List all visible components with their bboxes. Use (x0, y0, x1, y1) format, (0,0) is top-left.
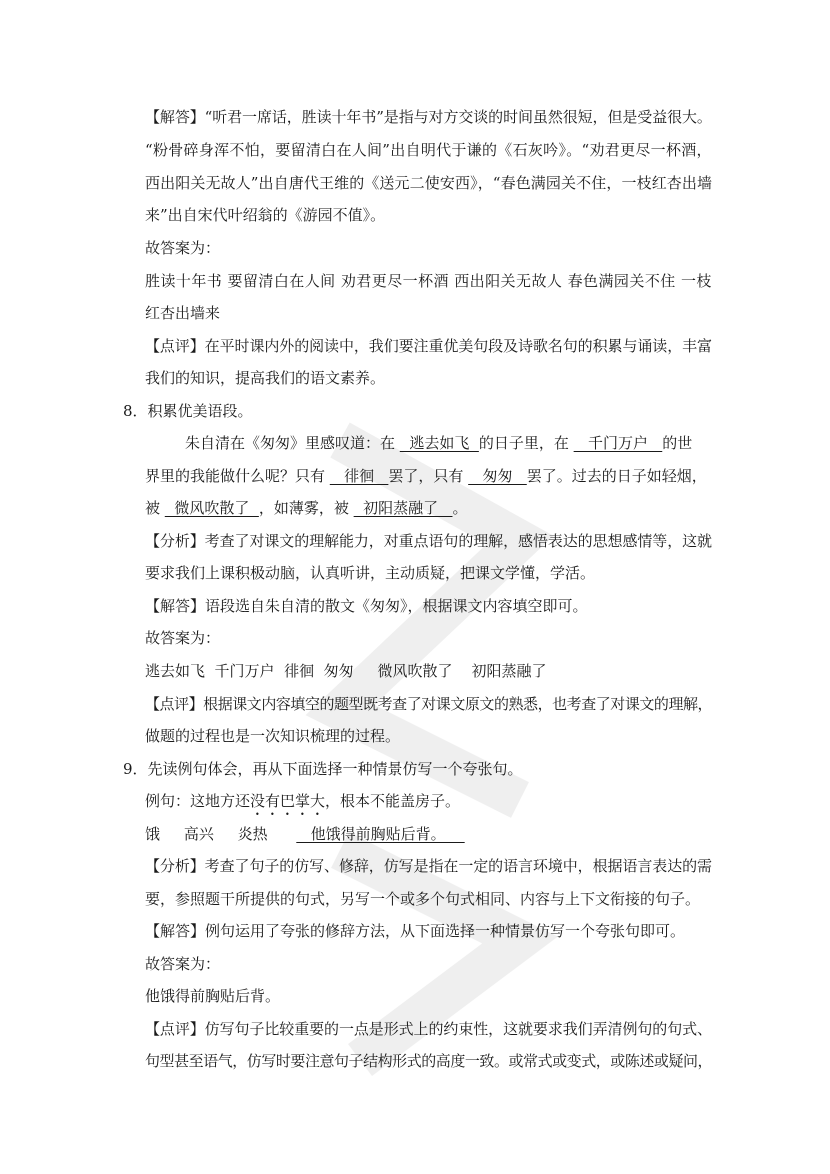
text-line (145, 465, 707, 487)
text-line (145, 562, 595, 584)
text-line (145, 106, 712, 128)
text-segment: 例句：这地方还 (145, 792, 251, 810)
text-line (145, 920, 685, 942)
text-segment: 句型甚至语气，仿写时要注意句子结构形式的高度一致。或常式或变式，或陈述或疑问， (145, 1052, 713, 1070)
text-segment: 被 (145, 499, 165, 517)
text-segment: 的世 (662, 434, 693, 452)
text-line (145, 204, 385, 226)
text-line (145, 725, 400, 747)
text-line (145, 660, 547, 682)
text-segment: 要，参照题干所提供的句式，另写一个或多个句式相同、内容与上下文衔接的句子。 (145, 890, 701, 908)
text-segment: 【分析】考查了对课文的理解能力，对重点语句的理解，感悟表达的思想感情等，这就 (145, 532, 712, 550)
text-segment: 我们的知识，提高我们的语文素养。 (145, 369, 386, 387)
fill-in-blank-answer: 初阳蒸融了 (353, 499, 453, 517)
text-line (145, 367, 385, 389)
text-line (145, 237, 220, 259)
text-segment: 红杏出墙来 (145, 304, 221, 322)
fill-in-blank-answer: 千门万户 (573, 434, 663, 452)
text-segment: ，根本不能盖房子。 (325, 792, 461, 810)
text-line (185, 432, 692, 454)
text-segment: 西出阳关无故人”出自唐代王维的《送元二使安西》，“春色满园关不住，一枝红杏出墙 (145, 174, 713, 192)
text-segment: 胜读十年书 要留清白在人间 劝君更尽一杯酒 西出阳关无故人 春色满园关不住 一枝 (145, 272, 712, 290)
text-segment: 【解答】语段选自朱自清的散文《匆匆》，根据课文内容填空即可。 (145, 597, 588, 615)
fill-in-blank-answer: 逃去如飞 (399, 434, 479, 452)
text-segment: 来”出自宋代叶绍翁的《游园不值》。 (145, 206, 386, 224)
text-segment: 【分析】考查了句子的仿写、修辞，仿写是指在一定的语言环境中，根据语言表达的需 (145, 857, 712, 875)
text-line (145, 888, 700, 910)
text-segment: 朱自清在《匆匆》里感叹道：在 (185, 434, 400, 452)
text-segment: 【点评】在平时课内外的阅读中，我们要注重优美句段及诗歌名句的积累与诵读，丰富 (145, 337, 712, 355)
fill-in-blank-answer: 匆匆 (468, 467, 527, 485)
text-line (145, 497, 468, 519)
text-line (145, 139, 712, 161)
text-line (123, 400, 253, 422)
text-segment: 做题的过程也是一次知识梳理的过程。 (145, 727, 401, 745)
text-line (145, 530, 712, 552)
text-line (145, 627, 220, 649)
emphasized-text: 没有巴掌大 (250, 792, 326, 810)
text-segment: 【点评】仿写句子比较重要的一点是形式上的约束性，这就要求我们弄清例句的句式、 (145, 1020, 712, 1038)
text-line (145, 270, 712, 292)
text-line (145, 953, 220, 975)
text-segment: ，如薄雾，被 (258, 499, 354, 517)
text-segment: 逃去如飞 千门万户 徘徊 匆匆 微风吹散了 初阳蒸融了 (145, 662, 547, 680)
text-line (145, 1050, 712, 1072)
text-line (145, 335, 712, 357)
text-line (123, 758, 523, 780)
text-segment: 罢了。过去的日子如轻烟， (526, 467, 707, 485)
text-segment: 。 (452, 499, 468, 517)
text-segment: 的日子里，在 (478, 434, 574, 452)
text-segment: 要求我们上课积极动脑，认真听讲，主动质疑，把课文学懂，学活。 (145, 564, 596, 582)
text-line (145, 172, 712, 194)
text-segment: 9．先读例句体会，再从下面选择一种情景仿写一个夸张句。 (123, 760, 523, 778)
text-line (145, 302, 220, 324)
text-line (145, 985, 280, 1007)
text-line (145, 595, 588, 617)
fill-in-blank-answer: 他饿得前胸贴后背。 (296, 825, 465, 843)
text-segment: 故答案为： (145, 629, 221, 647)
text-segment: 他饿得前胸贴后背。 (145, 987, 281, 1005)
text-line (145, 855, 712, 877)
text-line (145, 790, 460, 812)
text-line (145, 823, 465, 845)
text-line (145, 1018, 712, 1040)
text-segment: 罢了，只有 (388, 467, 469, 485)
text-segment: 【解答】“听君一席话，胜读十年书”是指与对方交谈的时间虽然很短，但是受益很大。 (145, 108, 712, 126)
text-segment: 故答案为： (145, 239, 221, 257)
text-segment: “粉骨碎身浑不怕，要留清白在人间”出自明代于谦的《石灰吟》。“劝君更尽一杯酒， (145, 141, 712, 159)
fill-in-blank-answer: 微风吹散了 (164, 499, 259, 517)
fill-in-blank-answer: 徘徊 (329, 467, 389, 485)
text-segment: 【解答】例句运用了夸张的修辞方法，从下面选择一种情景仿写一个夸张句即可。 (145, 922, 686, 940)
text-segment: 界里的我能做什么呢？只有 (145, 467, 330, 485)
text-segment: 【点评】根据课文内容填空的题型既考查了对课文原文的熟悉，也考查了对课文的理解， (145, 695, 713, 713)
text-segment: 8．积累优美语段。 (123, 402, 253, 420)
text-line (145, 693, 712, 715)
text-segment: 故答案为： (145, 955, 221, 973)
text-segment: 饿 高兴 炎热 (145, 825, 297, 843)
